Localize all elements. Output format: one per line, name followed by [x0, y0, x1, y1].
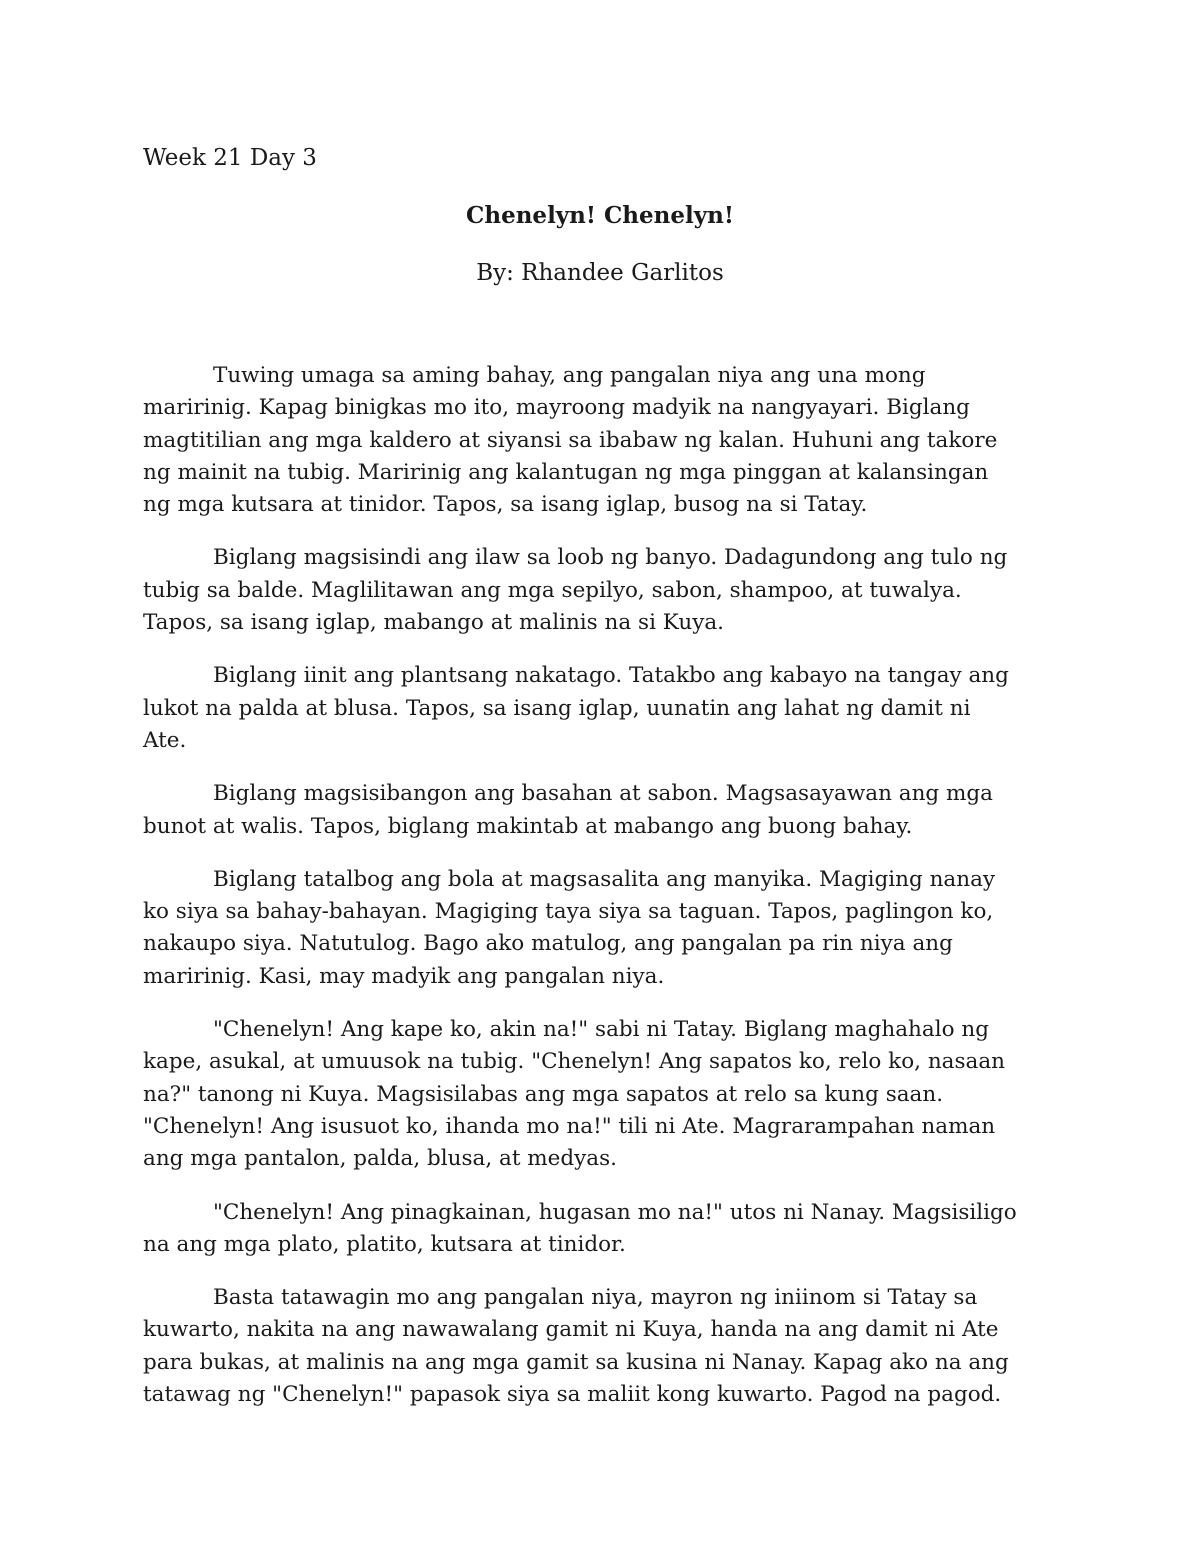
story-paragraph	[143, 1014, 1063, 1175]
story-paragraph	[143, 1197, 1063, 1262]
paragraph-line: magtitilian ang mga kaldero at siyansi sa ibabaw ng kalan. Huhuni ang takore	[143, 427, 998, 453]
paragraph-line: maririnig. Kasi, may madyik ang pangalan niya.	[143, 963, 665, 989]
paragraph-line: Ate.	[143, 727, 187, 753]
paragraph-line: "Chenelyn! Ang isusuot ko, ihanda mo na!" tili ni Ate. Magrarampahan naman	[143, 1113, 996, 1139]
paragraph-line: na ang mga plato, platito, kutsara at tinidor.	[143, 1231, 626, 1257]
paragraph-line: tubig sa balde. Maglilitawan ang mga sepilyo, sabon, shampoo, at tuwalya.	[143, 577, 962, 603]
story-paragraph	[143, 542, 1063, 639]
paragraph-line: "Chenelyn! Ang kape ko, akin na!" sabi ni Tatay. Biglang maghahalo ng	[213, 1017, 989, 1043]
story-paragraph	[143, 660, 1063, 757]
story-paragraph	[143, 1282, 1063, 1411]
paragraph-line: kape, asukal, at umuusok na tubig. "Chenelyn! Ang sapatos ko, relo ko, nasaan	[143, 1049, 1006, 1075]
paragraph-line: tatawag ng "Chenelyn!" papasok siya sa maliit kong kuwarto. Pagod na pagod.	[143, 1382, 1002, 1408]
paragraph-line: Tuwing umaga sa aming bahay, ang pangalan niya ang una mong	[213, 363, 926, 388]
paragraph-line: nakaupo siya. Natutulog. Bago ako matulog, ang pangalan pa rin niya ang	[143, 931, 953, 957]
paragraph-line: ang mga pantalon, palda, blusa, at medyas.	[143, 1146, 617, 1172]
paragraph-line: ng mga kutsara at tinidor. Tapos, sa isang iglap, busog na si Tatay.	[143, 492, 868, 518]
paragraph-line: maririnig. Kapag binigkas mo ito, mayroong madyik na nangyayari. Biglang	[143, 395, 970, 421]
paragraph-line: ng mainit na tubig. Maririnig ang kalantugan ng mga pinggan at kalansingan	[143, 459, 989, 485]
story-paragraph	[143, 360, 1063, 521]
story-paragraph	[143, 778, 1063, 843]
paragraph-line: para bukas, at malinis na ang mga gamit sa kusina ni Nanay. Kapag ako na ang	[143, 1349, 1009, 1375]
paragraph-line: Biglang tatalbog ang bola at magsasalita ang manyika. Magiging nanay	[213, 866, 996, 892]
paragraph-line: kuwarto, nakita na ang nawawalang gamit ni Kuya, handa na ang damit ni Ate	[143, 1317, 999, 1343]
paragraph-line: na?" tanong ni Kuya. Magsisilabas ang mga sapatos at relo sa kung saan.	[143, 1081, 944, 1107]
story-author: By: Rhandee Garlitos	[476, 260, 724, 286]
paragraph-line: "Chenelyn! Ang pinagkainan, hugasan mo na!" utos ni Nanay. Magsisiligo	[213, 1199, 1017, 1225]
story-body	[143, 360, 1063, 1432]
paragraph-line: Tapos, sa isang iglap, mabango at malinis na si Kuya.	[143, 610, 725, 636]
story-title: Chenelyn! Chenelyn!	[466, 202, 734, 229]
story-paragraph	[143, 864, 1063, 993]
week-day-header: Week 21 Day 3	[143, 145, 317, 171]
paragraph-line: Biglang magsisindi ang ilaw sa loob ng banyo. Dadagundong ang tulo ng	[213, 545, 1008, 571]
paragraph-line: Biglang magsisibangon ang basahan at sabon. Magsasayawan ang mga	[213, 781, 993, 807]
paragraph-line: lukot na palda at blusa. Tapos, sa isang iglap, uunatin ang lahat ng damit ni	[143, 695, 971, 721]
paragraph-line: bunot at walis. Tapos, biglang makintab at mabango ang buong bahay.	[143, 813, 913, 839]
paragraph-line: Biglang iinit ang plantsang nakatago. Tatakbo ang kabayo na tangay ang	[213, 663, 1009, 689]
paragraph-line: Basta tatawagin mo ang pangalan niya, mayron ng iniinom si Tatay sa	[213, 1285, 978, 1311]
paragraph-line: ko siya sa bahay-bahayan. Magiging taya siya sa taguan. Tapos, paglingon ko,	[143, 899, 994, 925]
